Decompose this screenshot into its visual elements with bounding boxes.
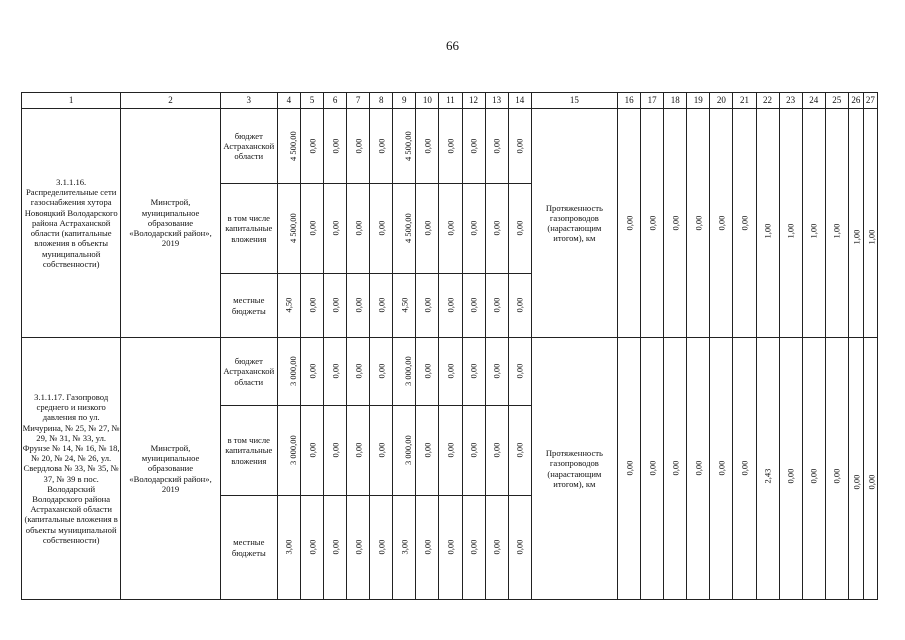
funding-value-cell [485,274,508,338]
indicator-name: Протяженность газопроводов (нарастающим итогом), км [531,109,617,338]
funding-value-cell [277,338,300,406]
target-value-cell [618,338,641,600]
funding-value: 0,00 [445,298,456,313]
funding-value: 0,00 [491,221,502,236]
funding-value: 0,00 [422,138,433,154]
funding-value: 0,00 [468,540,479,555]
column-number: 16 [618,93,641,109]
target-value-cell [710,338,733,600]
target-value: 0,00 [831,469,842,484]
target-value: 0,00 [670,215,681,231]
target-value: 1,00 [762,223,773,239]
funding-value-cell [393,338,416,406]
target-value: 1,00 [808,223,819,239]
funding-value: 0,00 [329,443,340,458]
column-number: 18 [664,93,687,109]
target-value: 1,00 [851,229,862,245]
funding-value: 0,00 [445,540,456,555]
funding-value: 0,00 [468,298,479,313]
funding-value-cell [324,496,347,600]
funding-value: 0,00 [376,221,387,236]
column-number: 13 [485,93,508,109]
funding-value-cell [324,406,347,496]
funding-value-cell [416,338,439,406]
funding-value-cell [508,338,531,406]
funding-value: 0,00 [329,540,340,555]
funding-source: местные бюджеты [220,274,277,338]
funding-value: 0,00 [445,138,456,154]
funding-value: 0,00 [422,364,433,379]
funding-value: 0,00 [514,540,525,555]
target-value: 0,00 [808,469,819,484]
funding-value-cell [370,109,393,184]
funding-value: 0,00 [376,138,387,154]
target-value-cell [863,109,877,338]
column-number: 14 [508,93,531,109]
column-number: 27 [863,93,877,109]
column-number: 1 [22,93,121,109]
target-value: 0,00 [647,461,658,476]
funding-value: 0,00 [468,443,479,458]
funding-value-cell [439,338,462,406]
target-value-cell [664,338,687,600]
funding-value-cell [508,109,531,184]
funding-value-cell [277,496,300,600]
target-value-cell [863,338,877,600]
funding-value-cell [485,109,508,184]
funding-value: 0,00 [376,443,387,458]
funding-value-cell [439,496,462,600]
funding-value: 0,00 [353,443,364,458]
funding-value: 0,00 [514,443,525,458]
target-value: 0,00 [866,475,877,490]
funding-value-cell [416,274,439,338]
funding-value-cell [393,496,416,600]
target-value-cell [848,109,863,338]
funding-value-cell [277,109,300,184]
funding-value-cell [300,406,323,496]
column-number: 8 [370,93,393,109]
funding-value-cell [277,274,300,338]
page-number: 66 [446,38,459,53]
column-number: 23 [779,93,802,109]
funding-value-cell [347,184,370,274]
funding-value: 0,00 [491,540,502,555]
target-value-cell [756,338,779,600]
target-value-cell [641,338,664,600]
funding-value-cell [277,184,300,274]
funding-value: 0,00 [514,364,525,379]
target-value: 0,00 [716,215,727,231]
target-value: 0,00 [785,469,796,484]
funding-value: 0,00 [306,298,317,313]
target-value: 1,00 [785,223,796,239]
funding-value: 0,00 [491,298,502,313]
funding-value-cell [508,274,531,338]
funding-value-cell [347,109,370,184]
target-value: 0,00 [739,461,750,476]
funding-value-cell [300,109,323,184]
funding-value-cell [485,406,508,496]
column-number: 24 [802,93,825,109]
target-value: 0,00 [693,215,704,231]
funding-value-cell [485,496,508,600]
target-value-cell [825,109,848,338]
funding-value-cell [508,184,531,274]
funding-value-cell [416,496,439,600]
funding-value-cell [347,406,370,496]
funding-source: бюджет Астраханской области [220,109,277,184]
funding-value: 0,00 [468,221,479,236]
column-number: 12 [462,93,485,109]
responsible-executor: Минстрой, муниципальное образование «Володарский район», 2019 [121,109,220,338]
funding-value: 0,00 [514,298,525,313]
funding-value-cell [439,184,462,274]
funding-value-cell [462,496,485,600]
funding-value-cell [300,184,323,274]
funding-value: 0,00 [329,221,340,236]
responsible-executor: Минстрой, муниципальное образование «Володарский район», 2019 [121,338,220,600]
target-value-cell [802,109,825,338]
funding-value: 0,00 [353,221,364,236]
funding-value: 3 000,00 [287,356,298,387]
column-number: 10 [416,93,439,109]
target-value-cell [687,338,710,600]
funding-value-cell [347,274,370,338]
target-value-cell [710,109,733,338]
funding-value: 0,00 [376,298,387,313]
funding-value-cell [462,274,485,338]
target-value-cell [618,109,641,338]
target-value: 0,00 [851,475,862,490]
target-value: 0,00 [670,461,681,476]
funding-value: 0,00 [353,138,364,154]
column-number: 11 [439,93,462,109]
funding-value: 0,00 [445,364,456,379]
funding-value-cell [508,406,531,496]
target-value-cell [687,109,710,338]
target-value-cell [802,338,825,600]
funding-value-cell [277,406,300,496]
funding-value: 0,00 [514,221,525,236]
funding-value-cell [324,338,347,406]
target-value: 0,00 [693,461,704,476]
funding-value-cell [324,274,347,338]
column-number: 21 [733,93,756,109]
funding-value-cell [347,338,370,406]
funding-value: 4,50 [283,298,294,313]
funding-value-cell [370,406,393,496]
funding-value: 0,00 [422,540,433,555]
program-table [21,92,878,600]
column-number: 26 [848,93,863,109]
column-number: 20 [710,93,733,109]
column-number: 25 [825,93,848,109]
funding-value: 0,00 [468,364,479,379]
column-number: 6 [324,93,347,109]
funding-value-cell [324,109,347,184]
funding-value-cell [485,338,508,406]
funding-value: 3 000,00 [403,435,414,466]
funding-value: 0,00 [422,298,433,313]
funding-source: бюджет Астраханской области [220,338,277,406]
funding-value: 4,50 [399,298,410,313]
target-value-cell [825,338,848,600]
column-number: 5 [300,93,323,109]
funding-value: 0,00 [491,443,502,458]
funding-value-cell [416,406,439,496]
funding-value: 4 500,00 [403,131,414,161]
funding-value-cell [300,496,323,600]
funding-value: 4 500,00 [287,131,298,161]
target-value: 2,43 [762,469,773,484]
funding-value-cell [416,184,439,274]
funding-value: 0,00 [329,364,340,379]
funding-value: 0,00 [306,443,317,458]
funding-value-cell [439,406,462,496]
funding-value: 0,00 [514,138,525,154]
measure-name: 3.1.1.16. Распределительные сети газоснабжения хутора Новояцкий Володарского района Астраханской области (капитальные вложения в объекты муниципальной собственности) [22,109,121,338]
funding-value: 0,00 [445,221,456,236]
column-number-row [22,93,878,109]
funding-value: 0,00 [491,138,502,154]
funding-value: 0,00 [376,364,387,379]
column-number: 15 [531,93,617,109]
target-value: 0,00 [647,215,658,231]
funding-value: 0,00 [422,443,433,458]
target-value: 0,00 [623,461,634,476]
funding-value-cell [370,274,393,338]
target-value-cell [848,338,863,600]
target-value-cell [733,109,756,338]
funding-value-cell [508,496,531,600]
target-value: 1,00 [831,223,842,239]
column-number: 17 [641,93,664,109]
funding-value: 0,00 [376,540,387,555]
funding-value-cell [393,406,416,496]
funding-value: 0,00 [422,221,433,236]
column-number: 2 [121,93,220,109]
funding-value: 0,00 [329,298,340,313]
funding-value: 3 000,00 [403,356,414,387]
target-value-cell [779,338,802,600]
funding-value: 0,00 [353,364,364,379]
funding-value: 0,00 [306,221,317,236]
funding-value: 0,00 [491,364,502,379]
column-number: 7 [347,93,370,109]
funding-value-cell [370,338,393,406]
funding-value: 0,00 [329,138,340,154]
funding-value-cell [370,184,393,274]
funding-value-cell [462,184,485,274]
target-value: 0,00 [739,215,750,231]
column-number: 22 [756,93,779,109]
funding-value-cell [439,109,462,184]
target-value-cell [756,109,779,338]
funding-value-cell [416,109,439,184]
funding-value-cell [300,338,323,406]
target-value-cell [664,109,687,338]
funding-value: 0,00 [468,138,479,154]
funding-source: местные бюджеты [220,496,277,600]
funding-value-cell [439,274,462,338]
funding-value-cell [393,184,416,274]
funding-value-cell [462,109,485,184]
target-value-cell [733,338,756,600]
funding-value-cell [393,274,416,338]
funding-value: 0,00 [306,138,317,154]
measure-name: 3.1.1.17. Газопровод среднего и низкого давления по ул. Мичурина, № 25, № 27, № 29, № 31, № 33, ул. Фрунзе № 14, № 16, № 18, № 20, № 24, № 26, ул. Свердлова № 33, № 35, № 37, № 39 в пос. Володарский Володарского района Астраханской области (капитальные вложения в объекты муниципальной собственности) [22,338,121,600]
funding-value: 3 000,00 [287,435,298,466]
funding-value: 0,00 [353,540,364,555]
funding-value: 0,00 [353,298,364,313]
funding-value-cell [462,406,485,496]
column-number: 3 [220,93,277,109]
funding-value: 4 500,00 [287,213,298,244]
target-value: 0,00 [623,215,634,231]
funding-value-cell [347,496,370,600]
funding-source: в том числе капитальные вложения [220,406,277,496]
funding-row [22,338,878,406]
column-number: 4 [277,93,300,109]
target-value: 0,00 [716,461,727,476]
funding-value-cell [462,338,485,406]
funding-value: 3,00 [399,540,410,555]
target-value: 1,00 [866,229,877,245]
funding-value: 4 500,00 [403,213,414,244]
funding-value: 0,00 [306,540,317,555]
funding-value-cell [370,496,393,600]
funding-value: 3,00 [283,540,294,555]
column-number: 19 [687,93,710,109]
funding-source: в том числе капитальные вложения [220,184,277,274]
funding-value-cell [324,184,347,274]
funding-value-cell [393,109,416,184]
target-value-cell [641,109,664,338]
funding-value: 0,00 [306,364,317,379]
funding-value-cell [485,184,508,274]
funding-row [22,109,878,184]
funding-value: 0,00 [445,443,456,458]
indicator-name: Протяженность газопроводов (нарастающим итогом), км [531,338,617,600]
column-number: 9 [393,93,416,109]
funding-value-cell [300,274,323,338]
target-value-cell [779,109,802,338]
